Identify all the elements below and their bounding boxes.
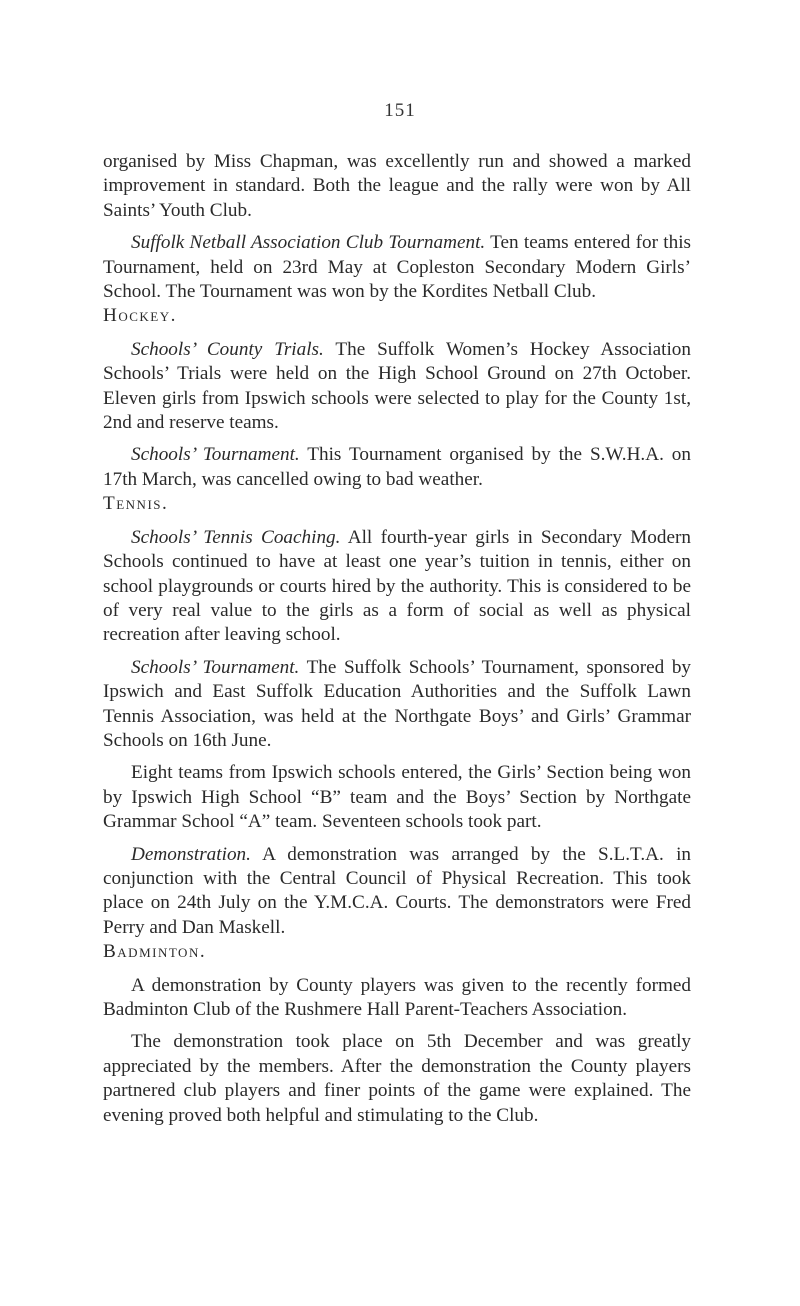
hockey-trials-title: Schools’ County Trials. <box>131 338 324 360</box>
netball-tournament-paragraph <box>103 231 691 304</box>
page-body <box>103 150 691 1128</box>
hockey-tournament-title: Schools’ Tournament. <box>131 444 300 466</box>
hockey-tournament-text: This Tournament organised by the S.W.H.A. on 17th March, was cancelled owing to bad weather. <box>103 444 691 490</box>
tennis-tournament-title: Schools’ Tournament. <box>131 656 300 678</box>
tennis-coaching-text: All fourth-year girls in Secondary Modern Schools continued to have at least one year’s tuition in tennis, either on school playgrounds or courts hired by the authority. This is considered to be of very real value to the girls as a form of social as well as physical recreation after leaving school. <box>103 526 691 646</box>
tennis-tournament-paragraph <box>103 656 691 754</box>
netball-tournament-title: Suffolk Netball Association Club Tournament. <box>131 232 486 254</box>
tennis-demonstration-paragraph <box>103 843 691 941</box>
intro-paragraph: organised by Miss Chapman, was excellently run and showed a marked improvement in standard. Both the league and the rally were won by All Saints’ Youth Club. <box>103 151 691 221</box>
page-number: 151 <box>384 100 416 121</box>
netball-tournament-text: Ten teams entered for this Tournament, held on 23rd May at Copleston Secondary Modern Girls’ School. The Tournament was won by the Kordites Netball Club. <box>103 232 692 303</box>
hockey-heading: Hockey. <box>103 305 177 327</box>
tennis-tournament-text: The Suffolk Schools’ Tournament, sponsored by Ipswich and East Suffolk Education Authorities and the Suffolk Lawn Tennis Association, was held at the Northgate Boys’ and Girls’ Grammar Schools on 16th June. <box>103 656 692 751</box>
tennis-coaching-paragraph <box>103 526 691 648</box>
hockey-tournament-paragraph <box>103 443 691 492</box>
tennis-results-paragraph: Eight teams from Ipswich schools entered, the Girls’ Section being won by Ipswich High School “B” team and the Boys’ Section by Northgate Grammar School “A” team. Seventeen schools took part. <box>103 762 691 833</box>
hockey-trials-paragraph <box>103 338 691 436</box>
badminton-paragraph-1: A demonstration by County players was given to the recently formed Badminton Club of the Rushmere Hall Parent-Teachers Association. <box>103 974 691 1020</box>
tennis-demonstration-text: A demonstration was arranged by the S.L.T.A. in conjunction with the Central Council of Physical Recreation. This took place on 24th July on the Y.M.C.A. Courts. The demonstrators were Fred Perry and Dan Maskell. <box>103 843 691 938</box>
hockey-trials-text: The Suffolk Women’s Hockey Association Schools’ Trials were held on the High School Ground on 27th October. Eleven girls from Ipswich schools were selected to play for the County 1st, 2nd and reserve teams. <box>103 338 691 434</box>
badminton-heading: Badminton. <box>103 941 207 963</box>
badminton-paragraph-2: The demonstration took place on 5th December and was greatly appreciated by the members. After the demonstration the County players partnered club players and finer points of the game were explained. The evening proved both helpful and stimulating to the Club. <box>103 1031 691 1126</box>
tennis-heading: Tennis. <box>103 493 169 515</box>
tennis-coaching-title: Schools’ Tennis Coaching. <box>131 526 341 548</box>
tennis-demonstration-title: Demonstration. <box>131 843 251 865</box>
